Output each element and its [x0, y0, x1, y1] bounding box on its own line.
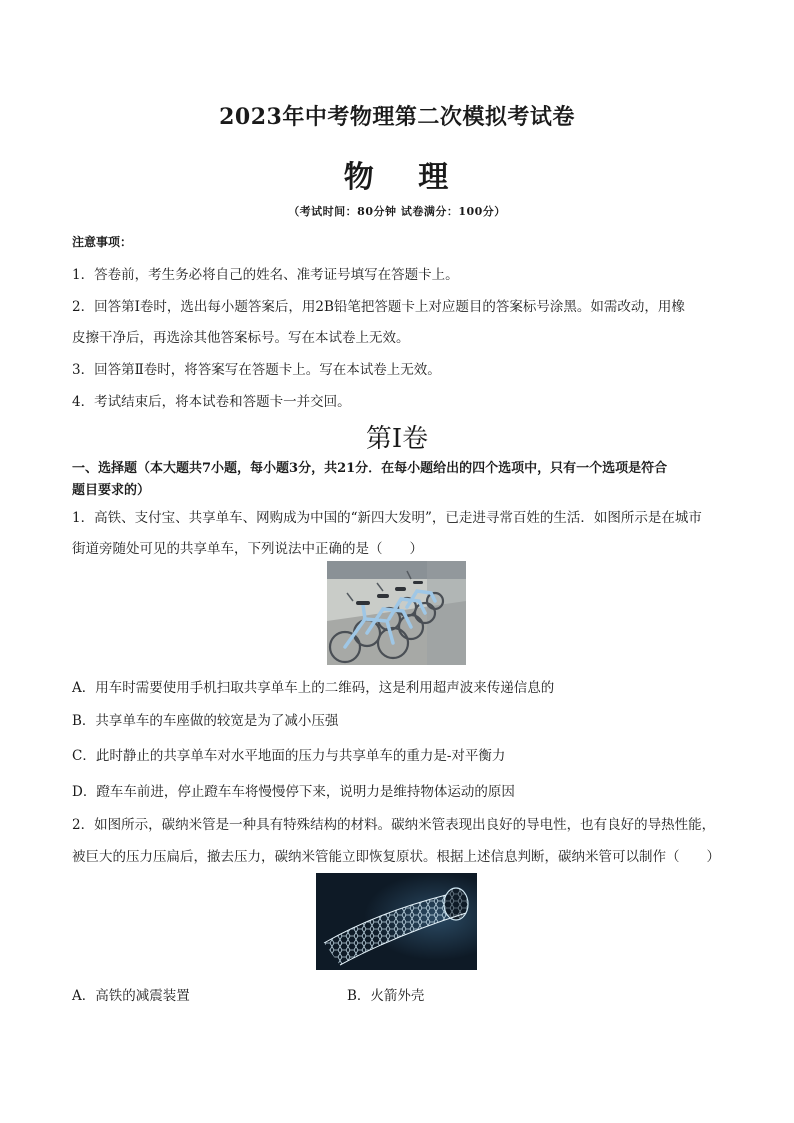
note-item: 4．考试结束后，将本试卷和答题卡一并交回。 [72, 394, 351, 410]
carbon-nanotube-image [316, 873, 477, 970]
q2-stem: 2．如图所示，碳纳米管是一种具有特殊结构的材料。碳纳米管表现出良好的导电性，也有良好的导热性能， [72, 817, 716, 833]
shared-bikes-photo [327, 561, 466, 665]
note-item: 3．回答第Ⅱ卷时，将答案写在答题卡上。写在本试卷上无效。 [72, 362, 441, 378]
section-instructions-cont: 题目要求的） [72, 483, 151, 498]
q1-option-b: B．共享单车的车座做的较宽是为了减小压强 [72, 713, 339, 729]
note-item: 1．答卷前，考生务必将自己的姓名、准考证号填写在答题卡上。 [72, 267, 459, 283]
section-title: 第Ⅰ卷 [365, 424, 429, 454]
q1-option-a: A．用车时需要使用手机扫取共享单车上的二维码，这是利用超声波来传递信息的 [72, 680, 555, 696]
exam-title: 2023年中考物理第二次模拟考试卷 [219, 104, 575, 130]
q2-option-a: A．高铁的减震装置 [72, 988, 190, 1004]
exam-time-score: （考试时间：80分钟 试卷满分：100分） [288, 205, 506, 218]
q1-option-d: D．蹬车车前进，停止蹬车车将慢慢停下来，说明力是维持物体运动的原因 [72, 784, 515, 800]
notes-heading: 注意事项： [72, 235, 133, 249]
note-item: 皮擦干净后，再选涂其他答案标号。写在本试卷上无效。 [72, 330, 410, 346]
q2-stem-cont: 被巨大的压力压扁后，撤去压力，碳纳米管能立即恢复原状。根据上述信息判断，碳纳米管可以制作（ ） [72, 849, 720, 865]
q1-option-c: C．此时静止的共享单车对水平地面的压力与共享单车的重力是-对平衡力 [72, 748, 506, 764]
q2-option-b: B．火箭外壳 [347, 988, 425, 1004]
q1-stem: 1．高铁、支付宝、共享单车、网购成为中国的“新四大发明”，已走进寻常百姓的生活．如图所示是在城市 [72, 510, 702, 526]
subject-heading: 物 理 [343, 160, 451, 195]
note-item: 2．回答第Ⅰ卷时，选出每小题答案后，用2B铅笔把答题卡上对应题目的答案标号涂黑。如需改动，用橡 [72, 299, 685, 315]
q1-stem-cont: 街道旁随处可见的共享单车，下列说法中正确的是（ ） [72, 541, 423, 557]
section-instructions: 一、选择题（本大题共7小题，每小题3分，共21分．在每小题给出的四个选项中，只有一个选项是符合 [72, 461, 668, 476]
